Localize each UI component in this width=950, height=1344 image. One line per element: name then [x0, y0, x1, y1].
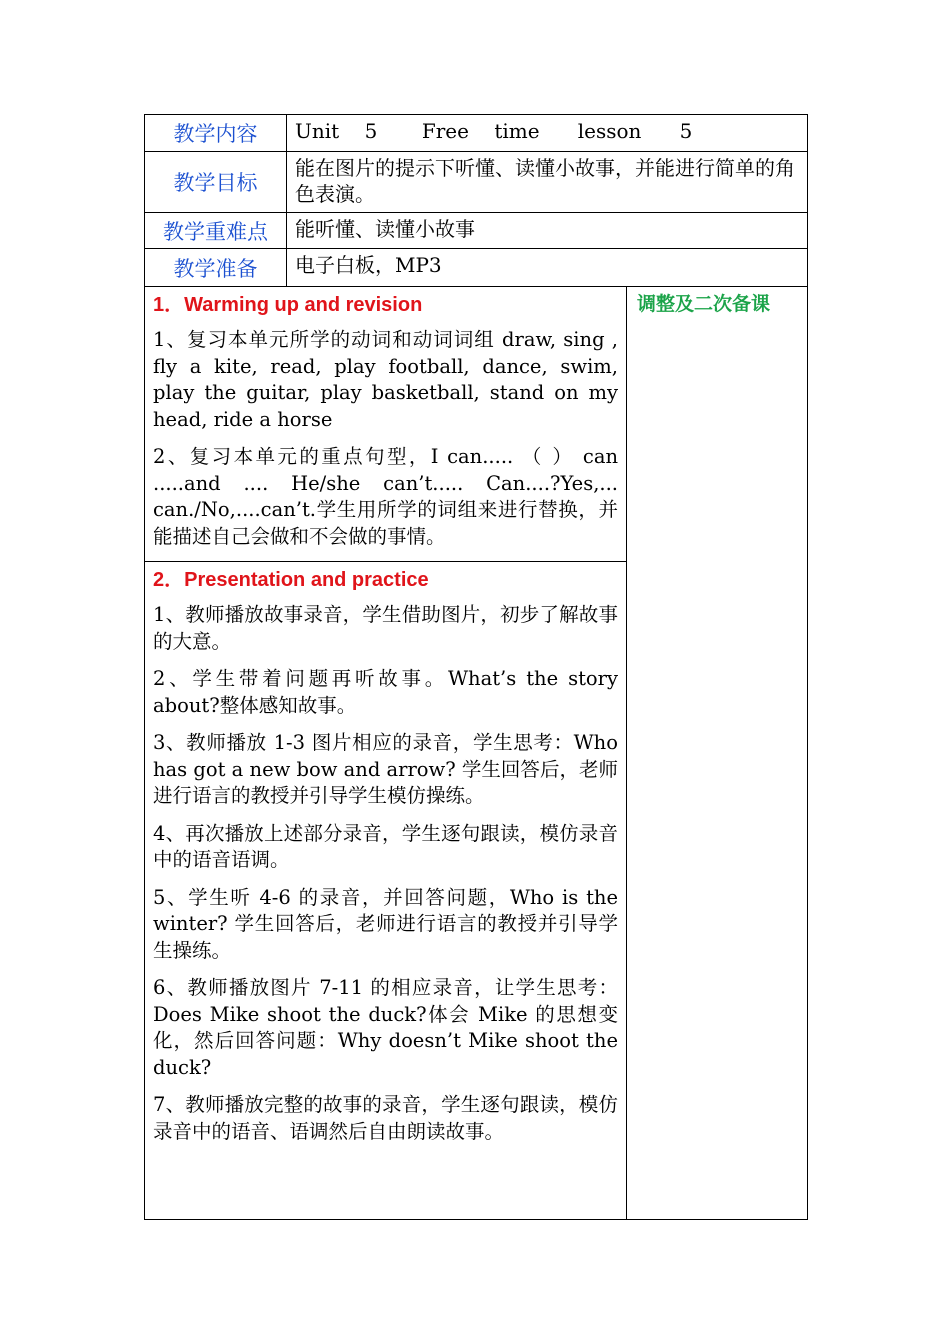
section-heading: 2．Presentation and practice: [153, 569, 429, 591]
section-paragraph: 2、复习本单元的重点句型，I can..... （ ） can .....and .... He/she can’t..... Can....?Yes,... can./No,....can’t.学生用所学的词组来进行替换，并能描述自己会做和不会做的事情。: [153, 445, 618, 548]
lesson-plan-page: [144, 114, 807, 1220]
section-presentation: [145, 562, 627, 1220]
section-paragraph: 3、教师播放 1-3 图片相应的录音，学生思考：Who has got a new bow and arrow? 学生回答后，老师进行语言的教授并引导学生模仿操练。: [153, 731, 618, 807]
row-label: 教学内容: [145, 115, 287, 152]
section-row-warming-up: [145, 287, 808, 562]
adjustment-title: 调整及二次备课: [637, 293, 771, 315]
section-paragraph: 1、复习本单元所学的动词和动词词组 draw, sing , fly a kite, read, play football, dance, swim, play the guitar, play basketball, stand on my head, ride a horse: [153, 328, 618, 431]
section-heading: 1．Warming up and revision: [153, 294, 423, 316]
section-paragraph: 4、再次播放上述部分录音，学生逐句跟读，模仿录音中的语音语调。: [153, 821, 618, 871]
row-label: 教学目标: [145, 152, 287, 213]
section-paragraph: 2、学生带着问题再听故事。What’s the story about?整体感知故事。: [153, 667, 618, 717]
info-row-objective: [145, 152, 808, 213]
row-value: Unit 5 Free time lesson 5: [287, 115, 808, 152]
row-value: 电子白板，MP3: [287, 249, 808, 287]
section-warming-up: [145, 287, 627, 562]
row-label: 教学准备: [145, 249, 287, 287]
section-paragraph: 7、教师播放完整的故事的录音，学生逐句跟读，模仿录音中的语音、语调然后自由朗读故事。: [153, 1093, 618, 1143]
row-value: 能在图片的提示下听懂、读懂小故事，并能进行简单的角色表演。: [287, 152, 808, 213]
section-paragraph: 6、教师播放图片 7-11 的相应录音，让学生思考：Does Mike shoot the duck?体会 Mike 的思想变化，然后回答问题：Why doesn’t Mike shoot the duck?: [153, 976, 618, 1079]
info-row-key-points: [145, 213, 808, 249]
info-row-preparation: [145, 249, 808, 287]
section-paragraph: 1、教师播放故事录音，学生借助图片，初步了解故事的大意。: [153, 603, 618, 653]
info-row-content: [145, 115, 808, 152]
adjustment-column: [627, 287, 808, 1220]
lesson-plan-table: [144, 114, 808, 1220]
row-value: 能听懂、读懂小故事: [287, 213, 808, 249]
row-label: 教学重难点: [145, 213, 287, 249]
section-paragraph: 5、学生听 4-6 的录音，并回答问题，Who is the winter? 学生回答后，老师进行语言的教授并引导学生操练。: [153, 885, 618, 962]
